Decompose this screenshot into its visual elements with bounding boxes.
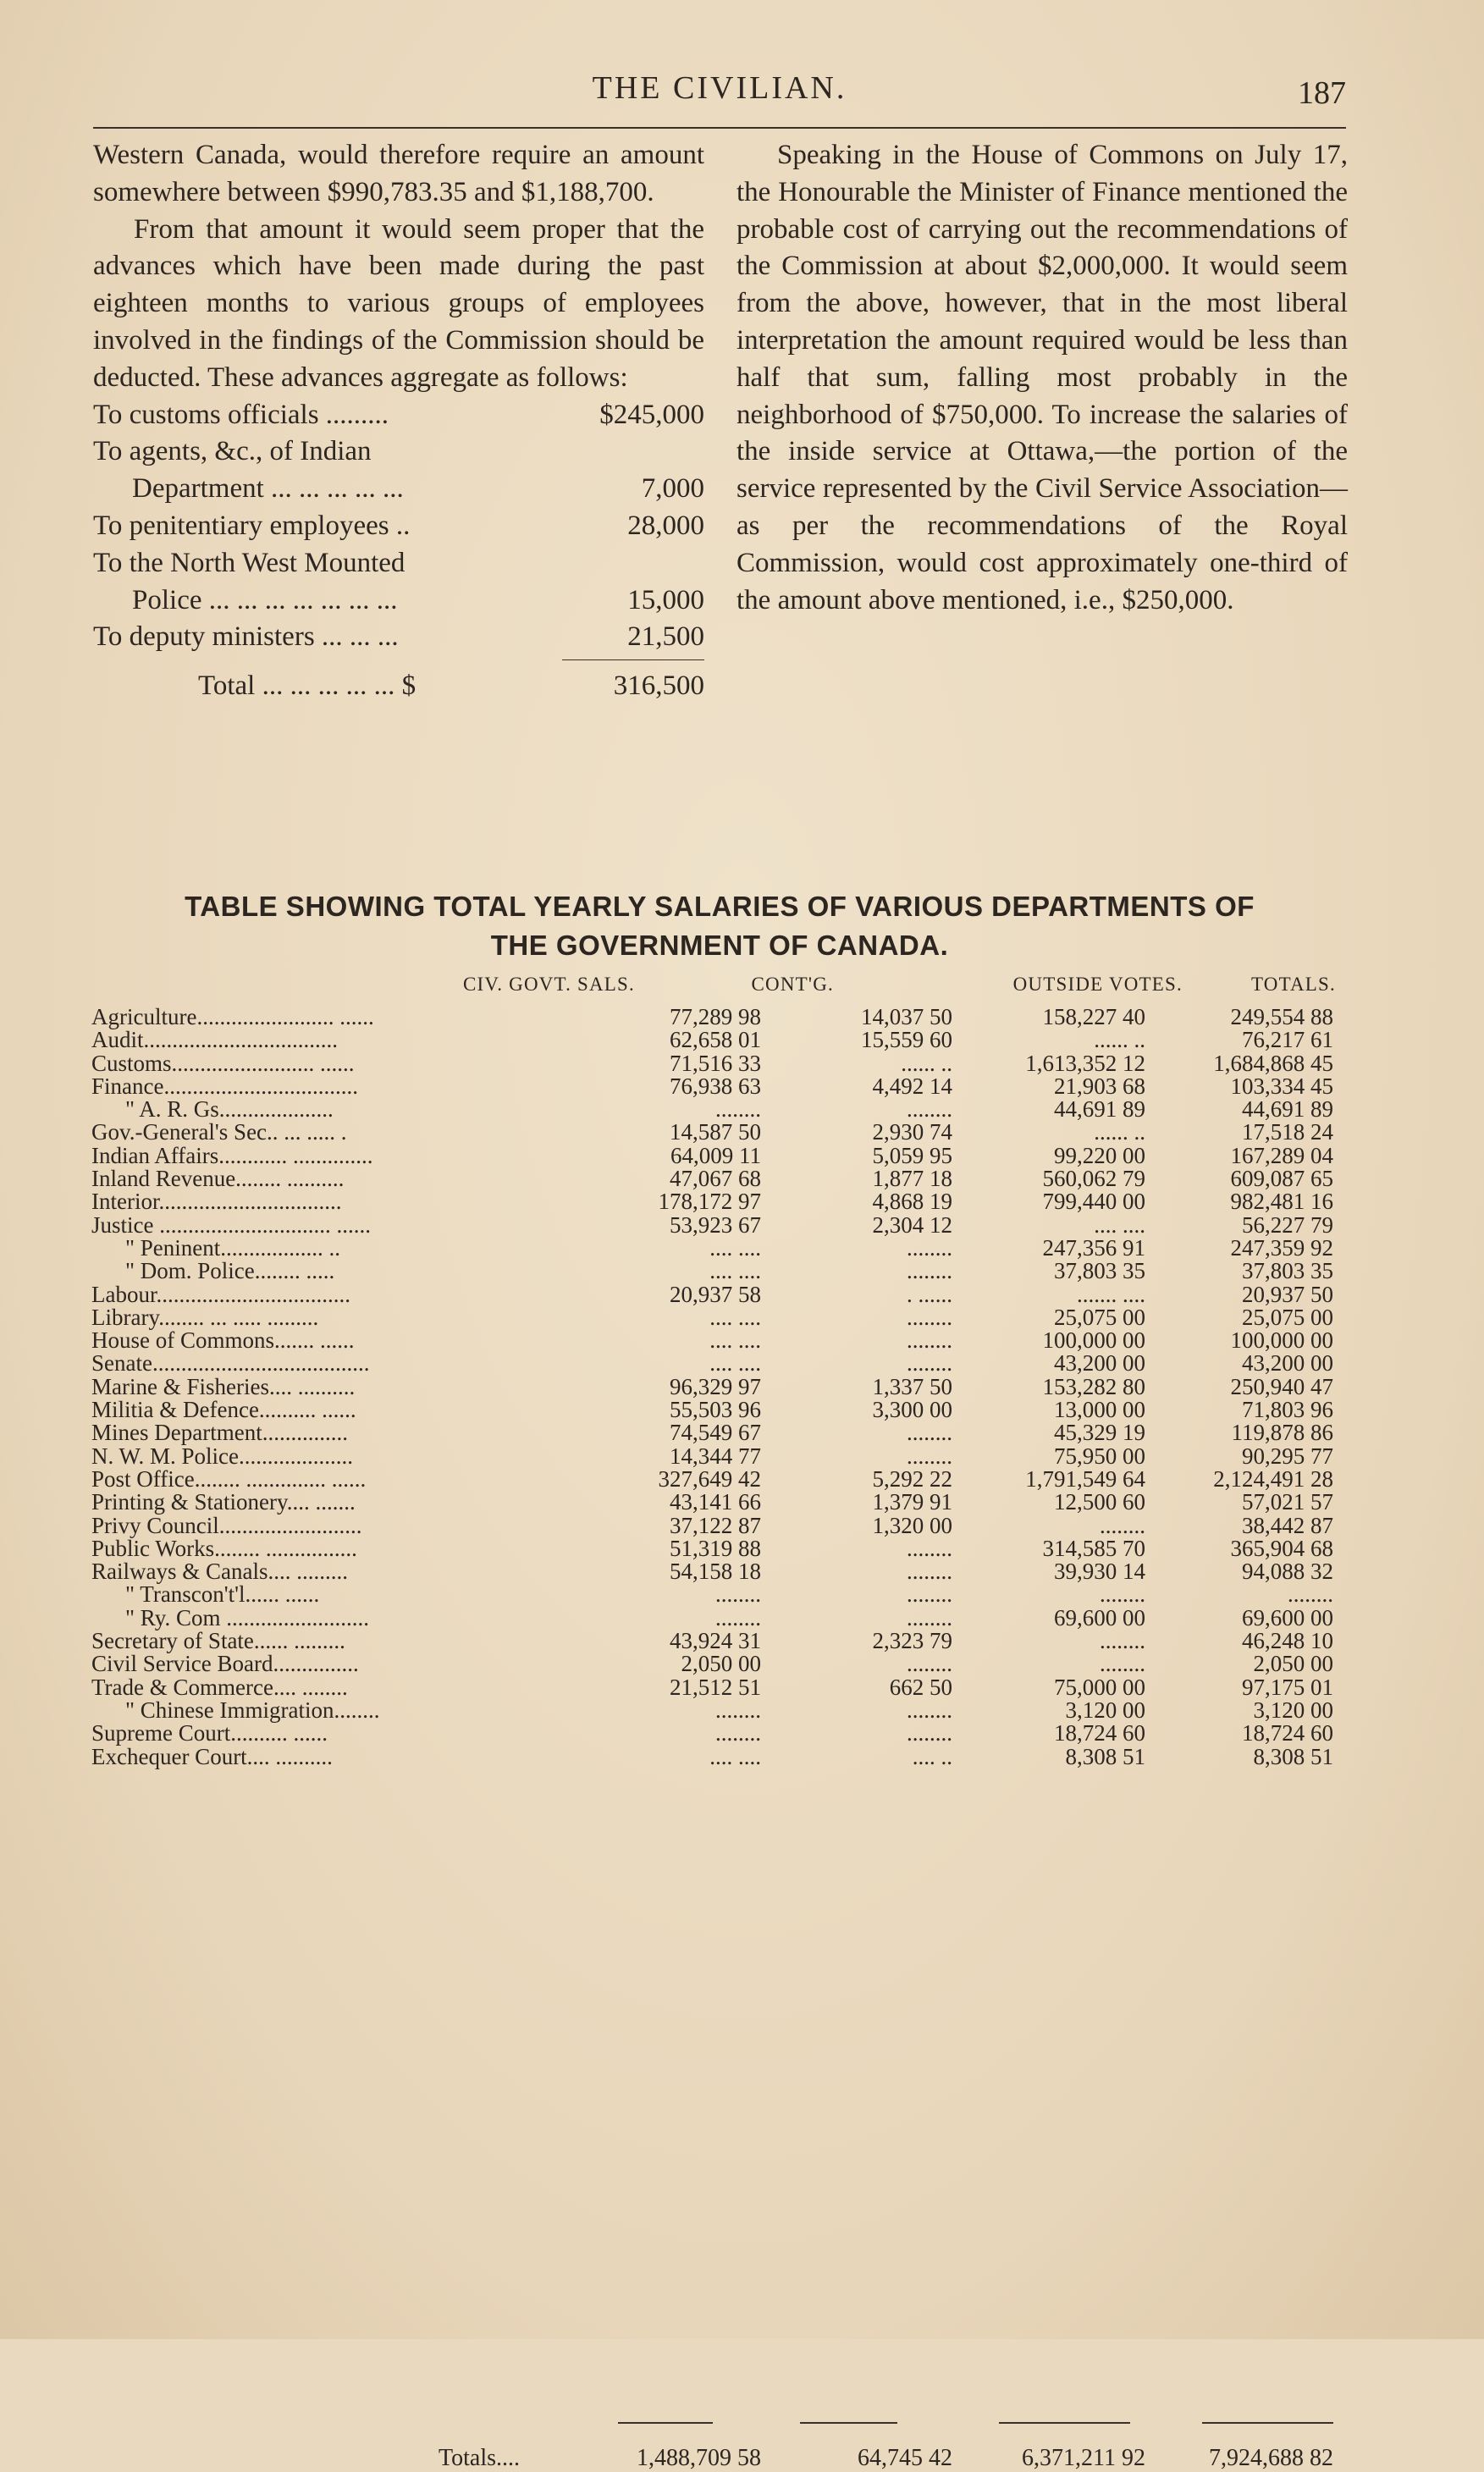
civ-govt-sals-cell: 20,937 58 <box>670 1281 761 1307</box>
totals-cell: 46,248 10 <box>1242 1628 1333 1654</box>
contg-cell: 5,292 22 <box>872 1465 952 1492</box>
header-rule <box>93 127 1346 129</box>
table-row <box>0 1722 1484 1745</box>
outside-votes-cell: ....... .... <box>1077 1281 1145 1307</box>
table-row <box>0 1142 1484 1168</box>
civ-govt-sals-cell: 96,329 97 <box>670 1373 761 1399</box>
outside-votes-cell: 44,691 89 <box>1054 1096 1145 1123</box>
totals-cell: 25,075 00 <box>1242 1304 1333 1330</box>
department-name: Railways & Canals.... ......... <box>91 1559 348 1585</box>
department-name: Finance.................................. <box>91 1073 358 1099</box>
department-name: " A. R. Gs.................... <box>125 1096 334 1123</box>
table-title-line: THE GOVERNMENT OF CANADA. <box>490 930 949 961</box>
contg-cell: ........ <box>907 1327 952 1354</box>
totals-cell: 94,088 32 <box>1242 1559 1333 1585</box>
department-name: " Chinese Immigration........ <box>125 1697 380 1723</box>
department-name: Senate...................................... <box>91 1350 370 1377</box>
department-name: Audit.................................. <box>91 1027 339 1053</box>
totals-cell: 90,295 77 <box>1242 1443 1333 1469</box>
table-row <box>0 1234 1484 1261</box>
totals-cell: 71,803 96 <box>1242 1397 1333 1423</box>
totals-cell: ........ <box>1288 1581 1333 1608</box>
totals-outside: 6,371,211 92 <box>1022 2445 1145 2471</box>
table-row <box>0 1352 1484 1375</box>
contg-cell: 2,930 74 <box>872 1119 952 1145</box>
contg-cell: ........ <box>907 1697 952 1723</box>
totals-cell: 37,803 35 <box>1242 1258 1333 1284</box>
table-row <box>0 1190 1484 1213</box>
table-row <box>0 1604 1484 1631</box>
table-row <box>0 1260 1484 1283</box>
civ-govt-sals-cell: ........ <box>715 1720 761 1746</box>
outside-votes-cell: 43,200 00 <box>1054 1350 1145 1377</box>
outside-votes-cell: 100,000 00 <box>1042 1327 1145 1354</box>
header-totals: TOTALS. <box>1250 974 1336 995</box>
advance-item <box>93 433 704 471</box>
totals-cell: 2,050 00 <box>1253 1651 1333 1677</box>
table-row <box>0 1075 1484 1098</box>
table-row <box>0 1699 1484 1722</box>
table-row <box>0 1421 1484 1444</box>
contg-cell: ...... .. <box>901 1050 952 1076</box>
totals-cell: 69,600 00 <box>1242 1604 1333 1631</box>
outside-votes-cell: 75,950 00 <box>1054 1443 1145 1469</box>
civ-govt-sals-cell: .... .... <box>709 1350 761 1377</box>
contg-cell: 662 50 <box>889 1674 952 1700</box>
contg-cell: ........ <box>907 1581 952 1608</box>
outside-votes-cell: 3,120 00 <box>1065 1697 1145 1723</box>
contg-cell: 1,379 91 <box>872 1489 952 1515</box>
department-name: " Dom. Police........ ..... <box>125 1258 335 1284</box>
contg-cell: ........ <box>907 1559 952 1585</box>
totals-cell: 167,289 04 <box>1230 1142 1333 1168</box>
table-row <box>0 1583 1484 1606</box>
outside-votes-cell: 21,903 68 <box>1054 1073 1145 1099</box>
contg-cell: 15,559 60 <box>861 1027 952 1053</box>
department-name: Secretary of State...... ......... <box>91 1628 345 1654</box>
contg-cell: 3,300 00 <box>872 1397 952 1423</box>
table-row <box>0 1560 1484 1583</box>
contg-cell: ........ <box>907 1258 952 1284</box>
outside-votes-cell: 158,227 40 <box>1042 1004 1145 1029</box>
department-name: Printing & Stationery.... ....... <box>91 1489 356 1515</box>
department-name: Inland Revenue........ .......... <box>91 1166 345 1192</box>
civ-govt-sals-cell: 55,503 96 <box>670 1397 761 1423</box>
outside-votes-cell: 45,329 19 <box>1054 1420 1145 1446</box>
header-contg: CONT'G. <box>751 974 834 995</box>
civ-govt-sals-cell: 53,923 67 <box>670 1211 761 1238</box>
table-row <box>0 1098 1484 1121</box>
advance-label: To agents, &c., of Indian <box>93 436 372 467</box>
contg-cell: 14,037 50 <box>861 1004 952 1029</box>
outside-votes-cell: ........ <box>1100 1581 1145 1608</box>
department-name: Trade & Commerce.... ........ <box>91 1674 348 1700</box>
totals-cell: 609,087 65 <box>1230 1166 1333 1192</box>
left-column <box>93 137 704 705</box>
totals-cell: 247,359 92 <box>1230 1234 1333 1261</box>
totals-cell: 982,481 16 <box>1230 1189 1333 1215</box>
contg-cell: ........ <box>907 1535 952 1561</box>
department-name: Labour.................................. <box>91 1281 350 1307</box>
civ-govt-sals-cell: .... .... <box>709 1743 761 1769</box>
department-name: House of Commons....... ...... <box>91 1327 355 1354</box>
civ-govt-sals-cell: ........ <box>715 1096 761 1123</box>
total-label: Total ... ... ... ... ... $ <box>198 670 417 702</box>
totals-cell: 100,000 00 <box>1230 1327 1333 1354</box>
advance-item <box>93 471 704 508</box>
table-row <box>0 1167 1484 1190</box>
department-name: Gov.-General's Sec.. ... ..... . <box>91 1119 347 1145</box>
department-name: Indian Affairs............ .............. <box>91 1142 373 1168</box>
advance-item <box>93 619 704 656</box>
advance-item <box>93 508 704 545</box>
department-name: Justice .............................. ...... <box>91 1211 371 1238</box>
totals-cell: 103,334 45 <box>1230 1073 1333 1099</box>
table-row <box>0 1373 1484 1399</box>
civ-govt-sals-cell: 37,122 87 <box>670 1512 761 1538</box>
civ-govt-sals-cell: 51,319 88 <box>670 1535 761 1561</box>
civ-govt-sals-cell: .... .... <box>709 1327 761 1354</box>
contg-cell: ........ <box>907 1420 952 1446</box>
totals-cell: 18,724 60 <box>1242 1720 1333 1746</box>
page-header <box>93 69 1346 112</box>
totals-contg: 64,745 42 <box>858 2445 952 2471</box>
salary-table-rows <box>0 1006 1484 1768</box>
civ-govt-sals-cell: 178,172 97 <box>658 1189 761 1215</box>
outside-votes-cell: 39,930 14 <box>1054 1559 1145 1585</box>
civ-govt-sals-cell: 64,009 11 <box>670 1142 761 1168</box>
outside-votes-cell: ........ <box>1100 1512 1145 1538</box>
sum-rule <box>93 656 704 668</box>
contg-cell: 5,059 95 <box>872 1142 952 1168</box>
outside-votes-cell: 1,613,352 12 <box>1025 1050 1145 1076</box>
outside-votes-cell: 69,600 00 <box>1054 1604 1145 1631</box>
paragraph: From that amount it would seem proper that the advances which have been made during the past eighteen months to various groups of employees involved in the findings of the Commission should be deducted. These advances aggregate as follows: <box>93 213 704 393</box>
advance-amount: 21,500 <box>627 621 704 653</box>
totals-cell: 365,904 68 <box>1230 1535 1333 1561</box>
contg-cell: ........ <box>907 1604 952 1631</box>
department-name: Mines Department............... <box>91 1420 348 1446</box>
totals-cell: 1,684,868 45 <box>1213 1050 1333 1076</box>
outside-votes-cell: ........ <box>1100 1628 1145 1654</box>
civ-govt-sals-cell: 54,158 18 <box>670 1559 761 1585</box>
table-row <box>0 1121 1484 1144</box>
page-number: 187 <box>1298 75 1346 111</box>
totals-cell: 119,878 86 <box>1231 1420 1333 1446</box>
totals-cell: 56,227 79 <box>1242 1211 1333 1238</box>
totals-cell: 57,021 57 <box>1242 1489 1333 1515</box>
department-name: Civil Service Board............... <box>91 1651 359 1677</box>
totals-cell: 20,937 50 <box>1242 1281 1333 1307</box>
totals-civ: 1,488,709 58 <box>637 2445 761 2471</box>
table-row <box>0 1306 1484 1329</box>
table-row <box>0 1537 1484 1560</box>
civ-govt-sals-cell: .... .... <box>709 1258 761 1284</box>
table-row <box>0 1491 1484 1514</box>
table-row <box>0 1512 1484 1538</box>
contg-cell: ........ <box>907 1720 952 1746</box>
outside-votes-cell: 1,791,549 64 <box>1025 1465 1145 1492</box>
paragraph: Speaking in the House of Commons on July 17, the Honourable the Minister of Finance mentioned the probable cost of carrying out the recommendations of the Commission at about $2,000,000. It would seem from the above, however, that in the most liberal interpretation the amount required would be less than half that sum, falling most probably in the neighborhood of $750,000. To increase the salaries of the inside service at Ottawa,—the portion of the service represented by the Civil Service Association—as per the recommendations of the Royal Commission, would cost approximately one-third of the amount above mentioned, i.e., $250,000. <box>736 140 1348 615</box>
paragraph: Western Canada, would therefore require an amount somewhere between $990,783.35 and $1,188,700. <box>93 140 704 207</box>
table-row <box>0 1029 1484 1051</box>
outside-votes-cell: 247,356 91 <box>1042 1234 1145 1261</box>
advance-label: To customs officials ......... <box>93 399 389 430</box>
civ-govt-sals-cell: 76,938 63 <box>670 1073 761 1099</box>
advances-total <box>93 668 704 705</box>
totals-cell: 38,442 87 <box>1242 1512 1333 1538</box>
department-name: Post Office........ .............. ...... <box>91 1465 367 1492</box>
outside-votes-cell: 153,282 80 <box>1042 1373 1145 1399</box>
civ-govt-sals-cell: 327,649 42 <box>658 1465 761 1492</box>
outside-votes-cell: 799,440 00 <box>1042 1189 1145 1215</box>
contg-cell: 4,492 14 <box>872 1073 952 1099</box>
advances-list <box>93 397 704 657</box>
contg-cell: ........ <box>907 1304 952 1330</box>
advance-label: Police ... ... ... ... ... ... ... <box>132 584 398 615</box>
civ-govt-sals-cell: .... .... <box>709 1234 761 1261</box>
contg-cell: ........ <box>907 1443 952 1469</box>
running-title: THE CIVILIAN. <box>592 70 847 106</box>
advance-label: Department ... ... ... ... ... <box>132 473 404 505</box>
table-row <box>0 1465 1484 1492</box>
totals-grand: 7,924,688 82 <box>1209 2445 1333 2471</box>
civ-govt-sals-cell: 2,050 00 <box>681 1651 761 1677</box>
department-name: " Transcon't'l...... ...... <box>125 1581 320 1608</box>
advance-amount: $245,000 <box>599 399 704 430</box>
civ-govt-sals-cell: 77,289 98 <box>670 1004 761 1029</box>
civ-govt-sals-cell: ........ <box>715 1697 761 1723</box>
outside-votes-cell: .... .... <box>1094 1211 1145 1238</box>
department-name: Agriculture........................ ...... <box>91 1004 374 1029</box>
totals-cell: 250,940 47 <box>1230 1373 1333 1399</box>
department-name: Supreme Court.......... ...... <box>91 1720 328 1746</box>
outside-votes-cell: 25,075 00 <box>1054 1304 1145 1330</box>
outside-votes-cell: 99,220 00 <box>1054 1142 1145 1168</box>
department-name: N. W. M. Police.................... <box>91 1443 354 1469</box>
department-name: Exchequer Court.... .......... <box>91 1743 333 1769</box>
totals-rule <box>999 2422 1130 2424</box>
table-row <box>0 1630 1484 1653</box>
contg-cell: . ...... <box>907 1281 952 1307</box>
totals-cell: 44,691 89 <box>1242 1096 1333 1123</box>
advance-label: To penitentiary employees .. <box>93 510 411 541</box>
totals-cell: 17,518 24 <box>1242 1119 1333 1145</box>
civ-govt-sals-cell: 71,516 33 <box>670 1050 761 1076</box>
contg-cell: 1,877 18 <box>872 1166 952 1192</box>
totals-cell: 76,217 61 <box>1242 1027 1333 1053</box>
table-row <box>0 1052 1484 1075</box>
totals-cell: 43,200 00 <box>1242 1350 1333 1377</box>
outside-votes-cell: 37,803 35 <box>1054 1258 1145 1284</box>
totals-rule <box>618 2422 713 2424</box>
total-amount: 316,500 <box>613 670 704 702</box>
civ-govt-sals-cell: .... .... <box>709 1304 761 1330</box>
table-row <box>0 1653 1484 1675</box>
civ-govt-sals-cell: 14,344 77 <box>670 1443 761 1469</box>
outside-votes-cell: 560,062 79 <box>1042 1166 1145 1192</box>
totals-cell: 8,308 51 <box>1253 1743 1333 1769</box>
civ-govt-sals-cell: 74,549 67 <box>670 1420 761 1446</box>
advance-item <box>93 582 704 620</box>
outside-votes-cell: 18,724 60 <box>1054 1720 1145 1746</box>
contg-cell: .... .. <box>912 1743 952 1769</box>
department-name: " Ry. Com ......................... <box>125 1604 369 1631</box>
advance-amount: 15,000 <box>627 584 704 615</box>
department-name: " Peninent.................. .. <box>125 1234 341 1261</box>
advance-item <box>93 545 704 582</box>
outside-votes-cell: 314,585 70 <box>1042 1535 1145 1561</box>
civ-govt-sals-cell: 43,141 66 <box>670 1489 761 1515</box>
contg-cell: ........ <box>907 1350 952 1377</box>
right-column <box>736 137 1348 619</box>
totals-cell: 249,554 88 <box>1230 1004 1333 1029</box>
civ-govt-sals-cell: ........ <box>715 1604 761 1631</box>
civ-govt-sals-cell: 21,512 51 <box>670 1674 761 1700</box>
contg-cell: 2,304 12 <box>872 1211 952 1238</box>
advance-item <box>93 397 704 434</box>
table-row <box>0 1283 1484 1306</box>
outside-votes-cell: 8,308 51 <box>1065 1743 1145 1769</box>
civ-govt-sals-cell: 43,924 31 <box>670 1628 761 1654</box>
civ-govt-sals-cell: 14,587 50 <box>670 1119 761 1145</box>
contg-cell: ........ <box>907 1651 952 1677</box>
department-name: Public Works........ ................ <box>91 1535 357 1561</box>
advance-amount: 28,000 <box>627 510 704 541</box>
department-name: Militia & Defence.......... ...... <box>91 1397 356 1423</box>
civ-govt-sals-cell: 62,658 01 <box>670 1027 761 1053</box>
outside-votes-cell: 13,000 00 <box>1054 1397 1145 1423</box>
advance-label: To the North West Mounted <box>93 547 405 578</box>
civ-govt-sals-cell: ........ <box>715 1581 761 1608</box>
outside-votes-cell: ........ <box>1100 1651 1145 1677</box>
totals-rule <box>800 2422 897 2424</box>
table-row <box>0 1211 1484 1238</box>
table-row <box>0 1445 1484 1468</box>
advance-label: To deputy ministers ... ... ... <box>93 621 399 653</box>
header-outside-votes: OUTSIDE VOTES. <box>1012 974 1183 995</box>
contg-cell: 2,323 79 <box>872 1628 952 1654</box>
department-name: Privy Council......................... <box>91 1512 362 1538</box>
table-title-line: TABLE SHOWING TOTAL YEARLY SALARIES OF VARIOUS DEPARTMENTS OF <box>185 891 1255 922</box>
contg-cell: 1,320 00 <box>872 1512 952 1538</box>
outside-votes-cell: ...... .. <box>1094 1119 1145 1145</box>
outside-votes-cell: 75,000 00 <box>1054 1674 1145 1700</box>
outside-votes-cell: 12,500 60 <box>1054 1489 1145 1515</box>
totals-cell: 3,120 00 <box>1253 1697 1333 1723</box>
table-title <box>85 887 1354 965</box>
contg-cell: 4,868 19 <box>872 1189 952 1215</box>
department-name: Marine & Fisheries.... .......... <box>91 1373 356 1399</box>
totals-rule <box>1202 2422 1333 2424</box>
totals-label: Totals.... <box>439 2445 521 2471</box>
header-civ-govt-sals: CIV. GOVT. SALS. <box>462 974 635 995</box>
table-row <box>0 1743 1484 1769</box>
department-name: Interior................................ <box>91 1189 342 1215</box>
table-row <box>0 1399 1484 1421</box>
advance-amount: 7,000 <box>641 473 704 505</box>
contg-cell: ........ <box>907 1234 952 1261</box>
totals-cell: 97,175 01 <box>1242 1674 1333 1700</box>
civ-govt-sals-cell: 47,067 68 <box>670 1166 761 1192</box>
department-name: Customs......................... ...... <box>91 1050 355 1076</box>
table-row <box>0 1676 1484 1699</box>
contg-cell: 1,337 50 <box>872 1373 952 1399</box>
outside-votes-cell: ...... .. <box>1094 1027 1145 1053</box>
contg-cell: ........ <box>907 1096 952 1123</box>
table-row <box>0 1329 1484 1352</box>
table-row <box>0 1006 1484 1029</box>
department-name: Library........ ... ..... ......... <box>91 1304 319 1330</box>
totals-cell: 2,124,491 28 <box>1213 1465 1333 1492</box>
